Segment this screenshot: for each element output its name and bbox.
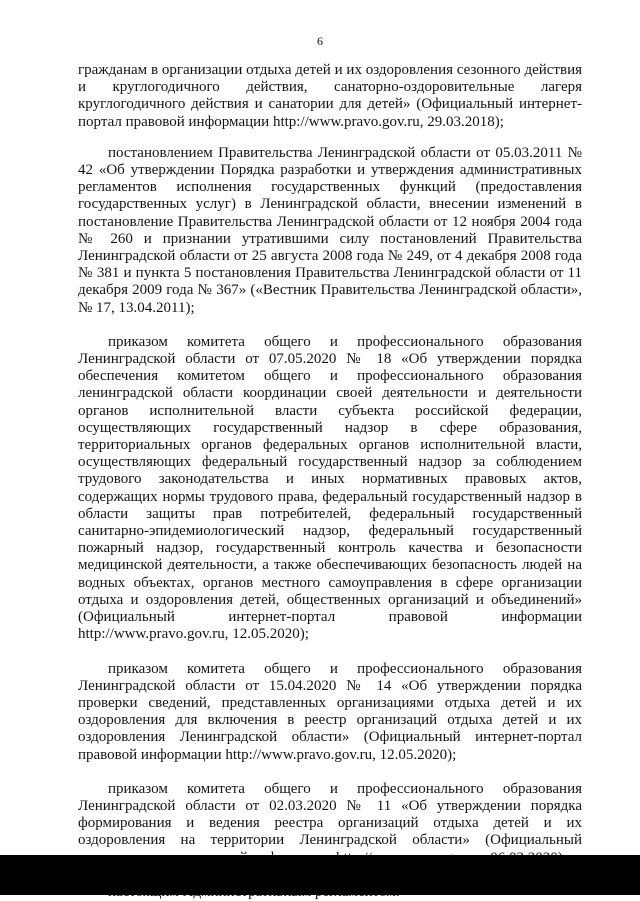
paragraph-continuation: гражданам в организации отдыха детей и их оздоровления сезонного действия и круглогодичного действия, санаторно-оздоровительные лагеря круглогодичного действия и санатории для детей» (Официальный интернет-портал правовой информации http://www.pravo.gov.ru, 29.03.2018); xyxy=(78,62,582,130)
paragraph-order-coordination: приказом комитета общего и профессионального образования Ленинградской области от 07.05.2020 № 18 «Об утверждении порядка обеспечения комитетом общего и профессионального образования ленинградской области координации своей деятельности и деятельности органов исполнительной власти субъекта российской федерации, осуществляющих государственный надзор в сфере образования, территориальных органов федеральных органов исполнительной власти, осуществляющих федеральный государственный надзор за соблюдением трудового законодательства и иных нормативных правовых актов, содержащих нормы трудового права, федеральный государственный надзор в области защиты прав потребителей, федеральный государственный санитарно-эпидемиологический надзор, федеральный государственный пожарный надзор, государственный контроль качества и безопасности медицинской деятельности, а также обеспечивающих безопасность людей на водных объектах, органов местного самоуправления в сфере организации отдыха и оздоровления детей, общественных организаций и объединений» (Официальный интернет-портал правовой информации http://www.pravo.gov.ru, 12.05.2020); xyxy=(78,333,582,643)
paragraph-order-registry: приказом комитета общего и профессионального образования Ленинградской области от 02.03.2020 № 11 «Об утверждении порядка формирования и ведения реестра организаций отдыха детей и их оздоровления на территории Ленинградской области» (Официальный xyxy=(78,780,582,849)
paragraph-government-decree: постановлением Правительства Ленинградской области от 05.03.2011 № 42 «Об утверждении Порядка разработки и утверждения административных регламентов исполнения государственных функций (предоставления государственных услуг) в Ленинградской области, внесении изменений в постановление Правительства Ленинградской области от 12 ноября 2004 года № 260 и признании утратившими силу постановлений Правительства Ленинградской области от 25 августа 2008 года № 249, от 4 декабря 2008 года № 381 и пункта 5 постановления Правительства Ленинградской области от 11 декабря 2009 года № 367» («Вестник Правительства Ленинградской области», № 17, 13.04.2011); xyxy=(78,144,582,316)
page-number: 6 xyxy=(317,34,323,48)
paragraph-order-verification: приказом комитета общего и профессионального образования Ленинградской области от 15.04.2020 № 14 «Об утверждении порядка проверки сведений, представленных организациями отдыха детей и их оздоровления для включения в реестр организаций отдыха детей и их оздоровления Ленинградской области» (Официальный интернет-портал правовой информации http://www.pravo.gov.ru, 12.05.2020); xyxy=(78,660,582,763)
scan-border-bottom xyxy=(0,855,640,895)
document-body xyxy=(78,62,582,901)
